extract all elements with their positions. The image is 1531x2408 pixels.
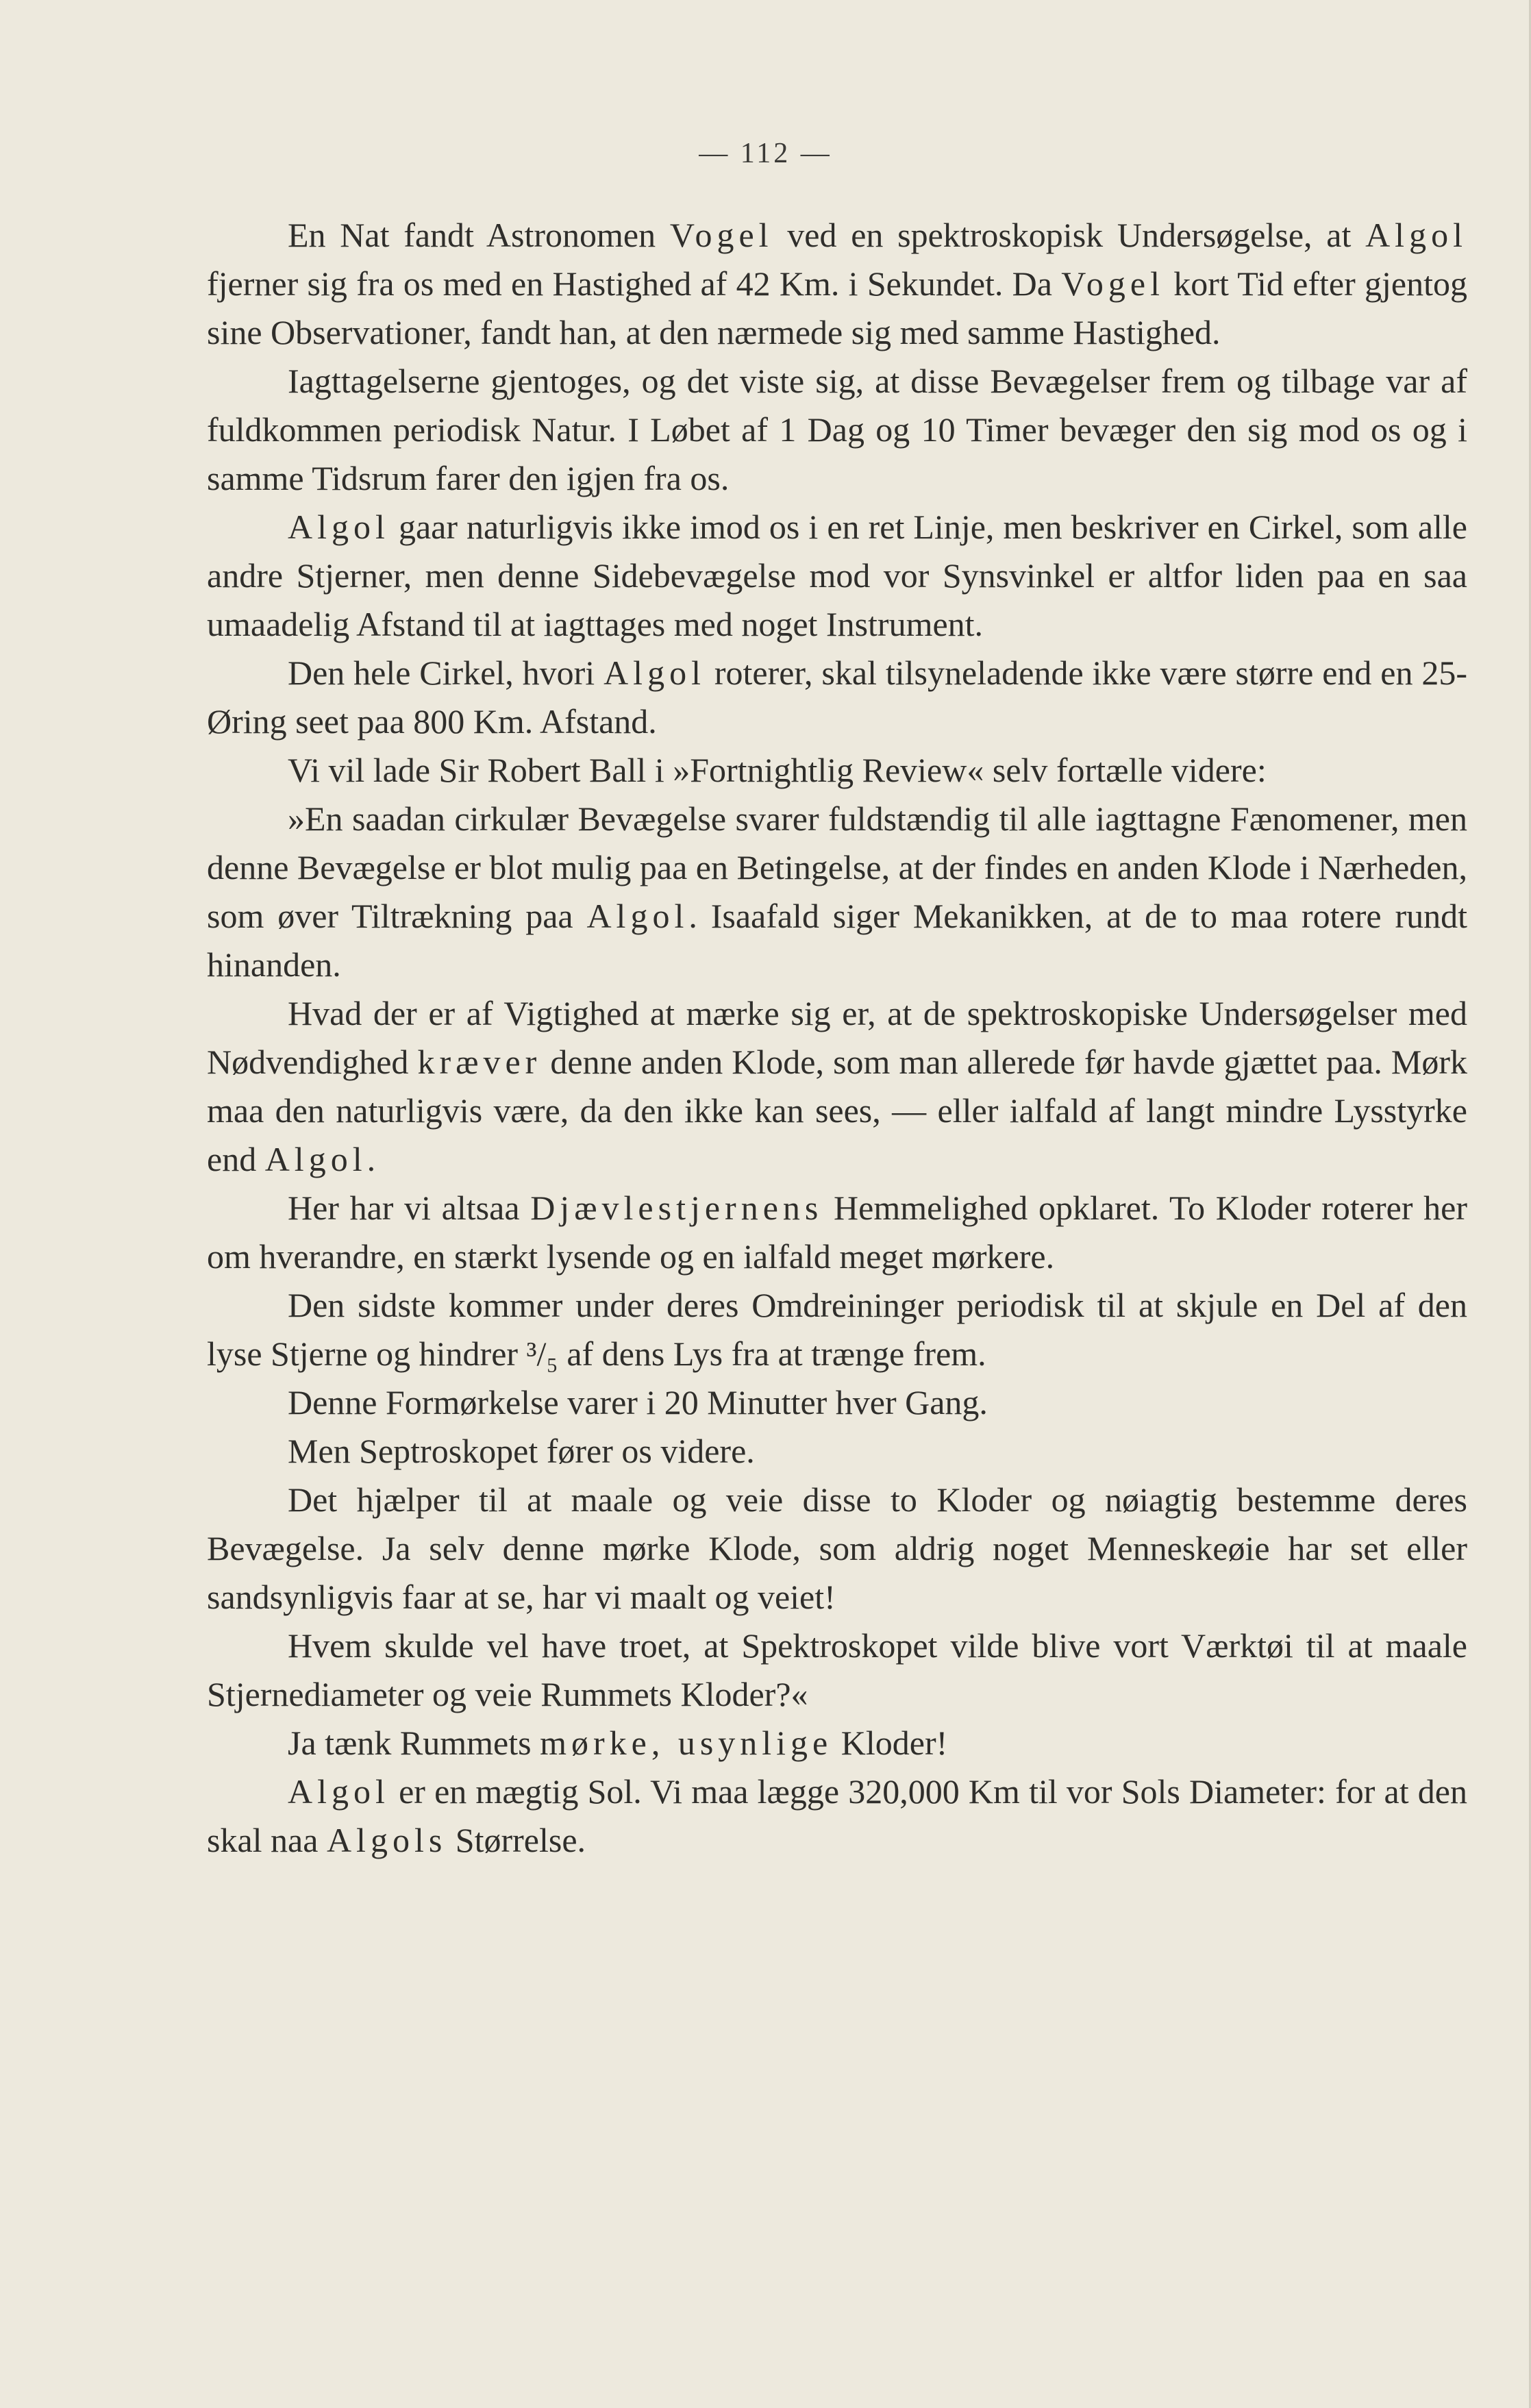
paragraph: Her har vi altsaa Djævlestjernens Hemmelighed opklaret. To Kloder roterer her om hverandre, en stærkt lysende og en ialfald meget mørkere. (207, 1189, 1467, 1276)
spaced-emphasis: Djævlestjernens (530, 1189, 823, 1227)
paragraph: Iagttagelserne gjentoges, og det viste sig, at disse Bevægelser frem og tilbage var af fuldkommen periodisk Natur. I Løbet af 1 Dag og 10 Timer bevæger den sig mod os og i samme Tidsrum farer den igjen fra os. (207, 362, 1467, 497)
spaced-emphasis: Algol (603, 654, 706, 692)
paragraph: Algol gaar naturligvis ikke imod os i en ret Linje, men beskriver en Cirkel, som alle andre Stjerner, men denne Sidebevægelse mod vor Synsvinkel er altfor liden paa en saa umaadelig Afstand til at iagttages med noget Instrument. (207, 508, 1467, 643)
body-text (207, 211, 1467, 1865)
spaced-emphasis: Algols (326, 1821, 447, 1859)
spaced-emphasis: mørke, usynlige (540, 1724, 833, 1762)
paragraph: Hvad der er af Vigtighed at mærke sig er, at de spektroskopiske Undersøgelser med Nødvendighed kræver denne anden Klode, som man allerede før havde gjættet paa. Mørk maa den naturligvis være, da den ikke kan sees, — eller ialfald af langt mindre Lysstyrke end Algol. (207, 994, 1468, 1178)
paragraph: Den hele Cirkel, hvori Algol roterer, skal tilsyneladende ikke være større end en 25-Øring seet paa 800 Km. Afstand. (207, 654, 1467, 741)
spaced-emphasis: Algol (264, 1140, 367, 1178)
spaced-emphasis: Vogel (669, 216, 773, 254)
paragraph: Ja tænk Rummets mørke, usynlige Kloder! (288, 1724, 948, 1762)
page-number: — 112 — (699, 138, 832, 169)
paragraph: Algol er en mægtig Sol. Vi maa lægge 320,000 Km til vor Sols Diameter: for at den skal naa Algols Størrelse. (207, 1772, 1467, 1859)
paragraph: Denne Formørkelse varer i 20 Minutter hver Gang. (288, 1383, 988, 1422)
spaced-emphasis: kræver (417, 1043, 542, 1081)
paragraph: Vi vil lade Sir Robert Ball i »Fortnightlig Review« selv fortælle videre: (288, 751, 1267, 789)
paragraph: Men Septroskopet fører os videre. (288, 1432, 755, 1470)
paragraph: Den sidste kommer under deres Omdreininger periodisk til at skjule en Del af den lyse Stjerne og hindrer ³/₅ af dens Lys fra at trænge frem. (207, 1286, 1467, 1373)
paragraph: Det hjælper til at maale og veie disse to Kloder og nøiagtig bestemme deres Bevægelse. Ja selv denne mørke Klode, som aldrig noget Menneskeøie har set eller sandsynligvis faar at se, har vi maalt og veiet! (207, 1480, 1467, 1616)
spaced-emphasis: Algol (586, 897, 689, 935)
paragraph: En Nat fandt Astronomen Vogel ved en spektroskopisk Undersøgelse, at Algol fjerner sig fra os med en Hastighed af 42 Km. i Sekundet. Da Vogel kort Tid efter gjentog sine Observationer, fandt han, at den nærmede sig med samme Hastighed. (207, 216, 1467, 351)
spaced-emphasis: Algol (288, 1772, 390, 1811)
paragraph: Hvem skulde vel have troet, at Spektroskopet vilde blive vort Værktøi til at maale Stjernediameter og veie Rummets Kloder?« (207, 1626, 1467, 1713)
spaced-emphasis: Algol (1365, 216, 1467, 254)
spaced-emphasis: Algol (288, 508, 390, 546)
paragraph: »En saadan cirkulær Bevægelse svarer fuldstændig til alle iagttagne Fænomener, men denne Bevægelse er blot mulig paa en Betingelse, at der findes en anden Klode i Nærheden, som øver Tiltrækning paa Algol. Isaafald siger Mekanikken, at de to maa rotere rundt hinanden. (207, 799, 1467, 984)
spaced-emphasis: Vogel (1061, 264, 1165, 303)
